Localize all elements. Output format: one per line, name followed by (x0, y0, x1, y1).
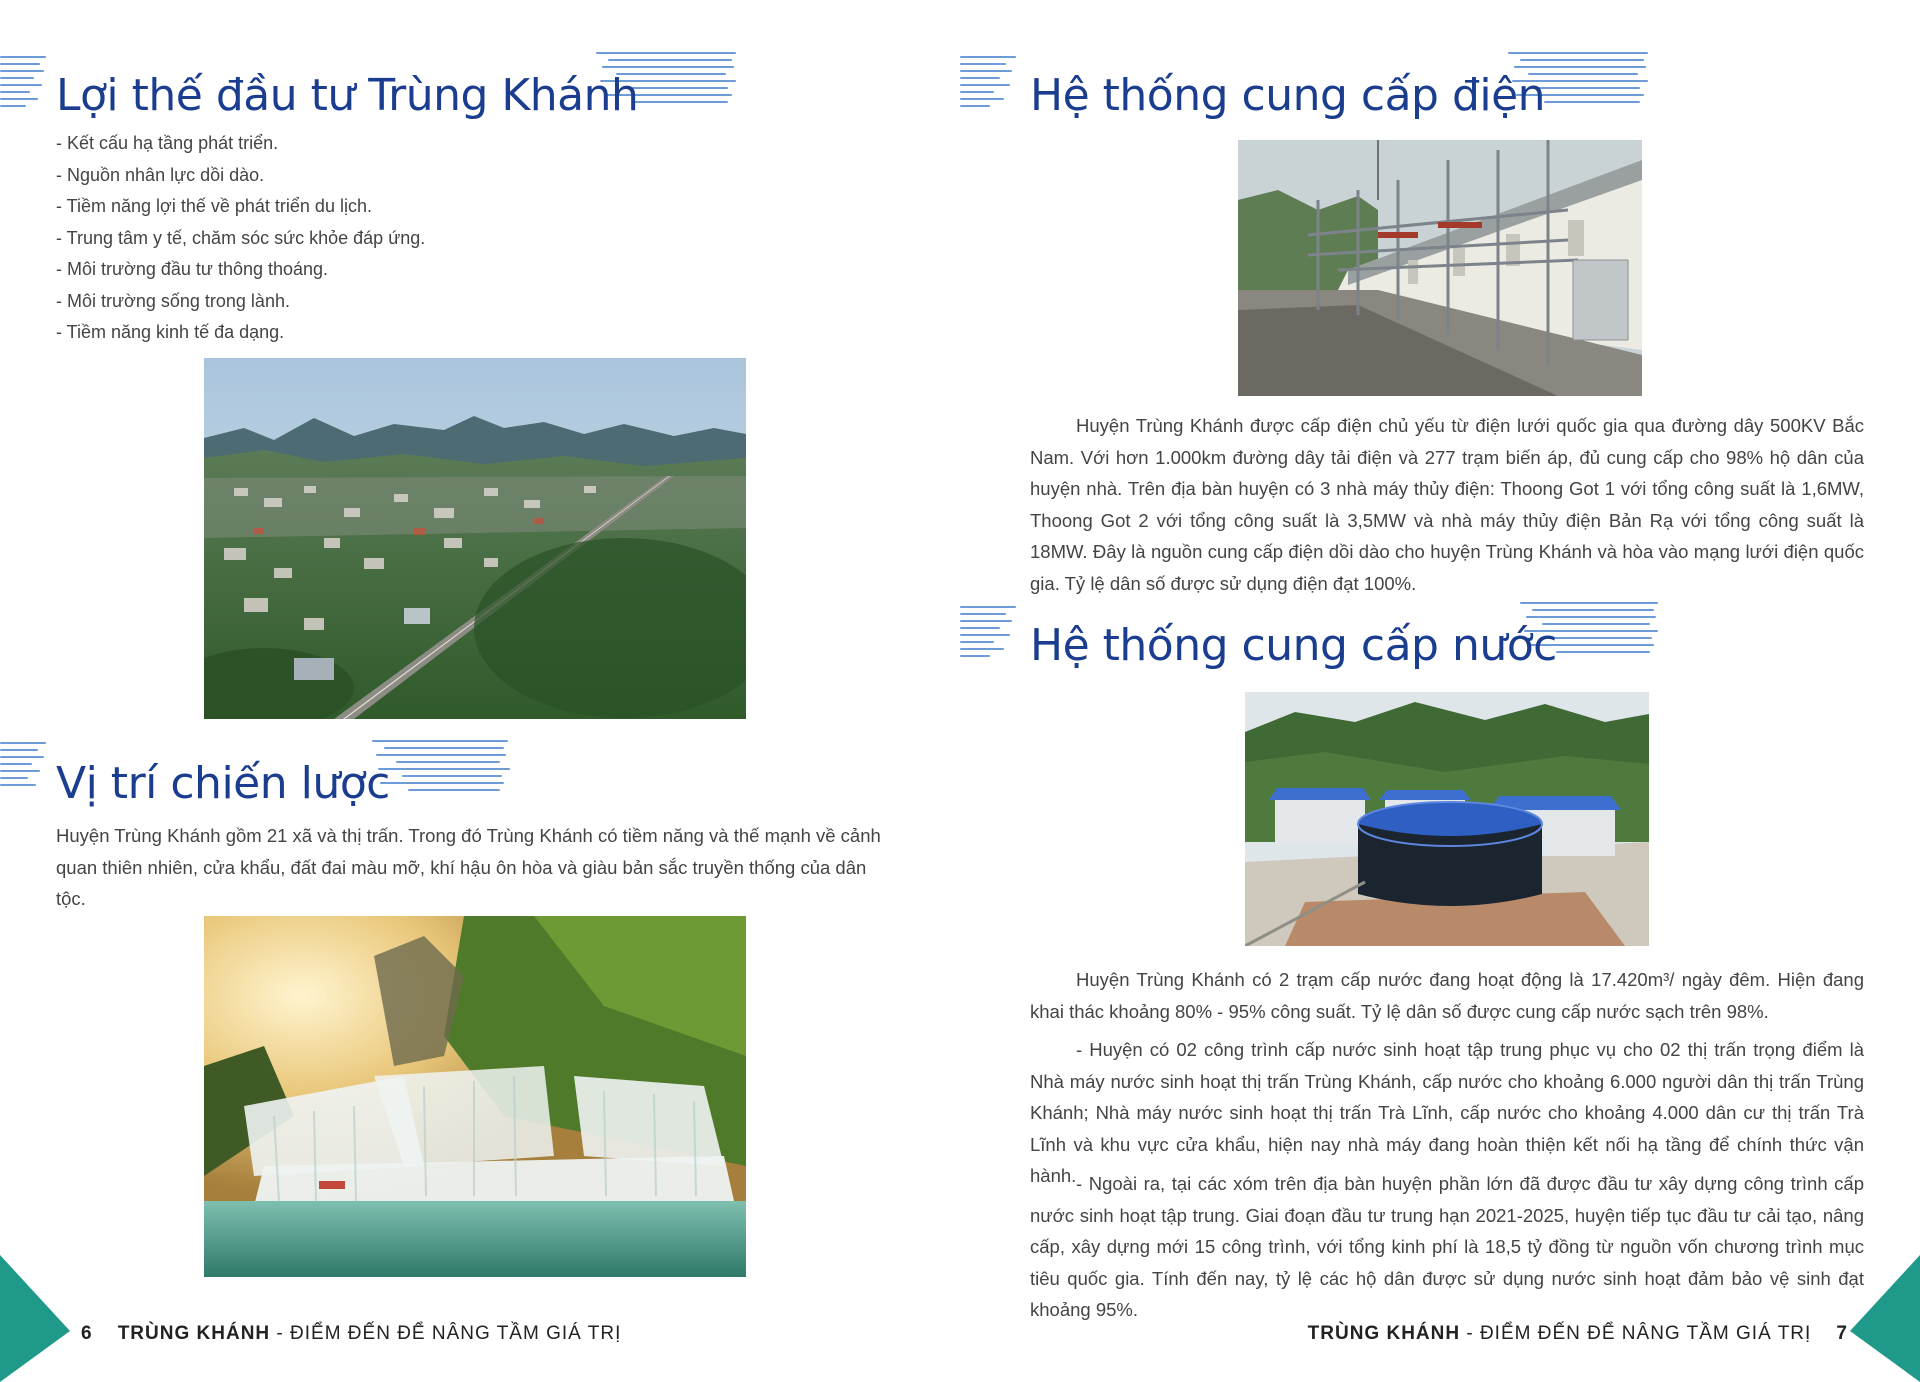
advantages-list (56, 128, 425, 349)
water-text-2: - Huyện có 02 công trình cấp nước sinh hoạt tập trung phục vụ cho 02 thị trấn trọng điểm là Nhà máy nước sinh hoạt thị trấn Trùng Khánh, cấp nước cho khoảng 6.000 người dân thị trấn Trùng Khánh; Nhà máy nước sinh hoạt thị trấn Trà Lĩnh, cấp nước cho khoảng 4.000 dân cư thị trấn Trà Lĩnh và khu vực cửa khẩu, hiện nay nhà máy đang hoàn thiện kết nối hạ tầng để chính thức vận hành. (1030, 1039, 1864, 1186)
footer-right (1308, 1323, 1848, 1345)
electricity-title: Hệ thống cung cấp điện (1030, 70, 1546, 121)
advantages-title: Lợi thế đầu tư Trùng Khánh (56, 70, 639, 121)
list-item: - Tiềm năng kinh tế đa dạng. (56, 322, 285, 342)
decor-lines-left-edge (0, 56, 46, 112)
footer-tagline: - ĐIỂM ĐẾN ĐỂ NÂNG TẦM GIÁ TRỊ (270, 1323, 622, 1344)
list-item: - Môi trường sống trong lành. (56, 290, 290, 311)
waterfall-photo (204, 916, 746, 1277)
page-number: 7 (1836, 1323, 1848, 1344)
corner-accent-right (1848, 1255, 1920, 1382)
footer-left (81, 1323, 621, 1345)
decor-lines-left-edge-3 (960, 56, 1016, 112)
water-title: Hệ thống cung cấp nước (1030, 620, 1557, 671)
water-station-photo (1245, 692, 1649, 946)
water-text-1: Huyện Trùng Khánh có 2 trạm cấp nước đang hoạt động là 17.420m³/ ngày đêm. Hiện đang khai thác khoảng 80% - 95% công suất. Tỷ lệ dân số được cung cấp nước sạch trên 98%. (1030, 969, 1864, 1022)
list-item: - Trung tâm y tế, chăm sóc sức khỏe đáp ứng. (56, 227, 426, 248)
location-title: Vị trí chiến lược (56, 758, 390, 809)
aerial-town-photo (204, 358, 746, 719)
list-item: - Kết cấu hạ tầng phát triển. (56, 133, 279, 153)
decor-lines-left-edge-2 (0, 742, 46, 791)
footer-tagline: - ĐIỂM ĐẾN ĐỂ NÂNG TẦM GIÁ TRỊ (1460, 1323, 1812, 1344)
footer-brand: TRÙNG KHÁNH (117, 1323, 271, 1344)
page-number: 6 (81, 1323, 93, 1344)
location-text: Huyện Trùng Khánh gồm 21 xã và thị trấn. Trong đó Trùng Khánh có tiềm năng và thế mạnh về cảnh quan thiên nhiên, cửa khẩu, đất đai màu mỡ, khí hậu ôn hòa và giàu bản sắc truyền thống của dân tộc. (56, 825, 881, 909)
corner-accent-left (0, 1255, 72, 1382)
list-item: - Nguồn nhân lực dồi dào. (56, 164, 265, 185)
water-text-3: - Ngoài ra, tại các xóm trên địa bàn huyện phần lớn đã được đầu tư xây dựng công trình cấp nước sinh hoạt tập trung. Giai đoạn đầu tư trung hạn 2021-2025, huyện tiếp tục đầu tư cải tạo, nâng cấp, xây dựng mới 15 công trình, với tổng kinh phí là 18,5 tỷ đồng từ nguồn vốn chương trình mục tiêu quốc gia. Tính đến nay, tỷ lệ các hộ dân được sử dụng nước sinh hoạt đảm bảo vệ sinh đạt khoảng 95%. (1030, 1173, 1864, 1320)
footer-brand: TRÙNG KHÁNH (1307, 1323, 1461, 1344)
decor-lines-title-2 (372, 740, 508, 796)
power-station-photo (1238, 140, 1642, 396)
electricity-text: Huyện Trùng Khánh được cấp điện chủ yếu từ điện lưới quốc gia qua đường dây 500KV Bắc Nam. Với hơn 1.000km đường dây tải điện và 277 trạm biến áp, đủ cung cấp cho 98% hộ dân của huyện nhà. Trên địa bàn huyện có 3 nhà máy thủy điện: Thoong Got 1 với tổng công suất là 1,6MW, Thoong Got 2 với tổng công suất là 3,5MW và nhà máy thủy điện Bản Rạ với tổng công suất là 18MW. Đây là nguồn cung cấp điện dồi dào cho huyện Trùng Khánh và hòa vào mạng lưới điện quốc gia. Tỷ lệ dân số được sử dụng điện đạt 100%. (1030, 415, 1864, 594)
list-item: - Môi trường đầu tư thông thoáng. (56, 259, 329, 279)
list-item: - Tiềm năng lợi thế về phát triển du lịch. (56, 196, 372, 216)
right-page (960, 0, 1920, 1382)
decor-lines-left-edge-4 (960, 606, 1016, 662)
